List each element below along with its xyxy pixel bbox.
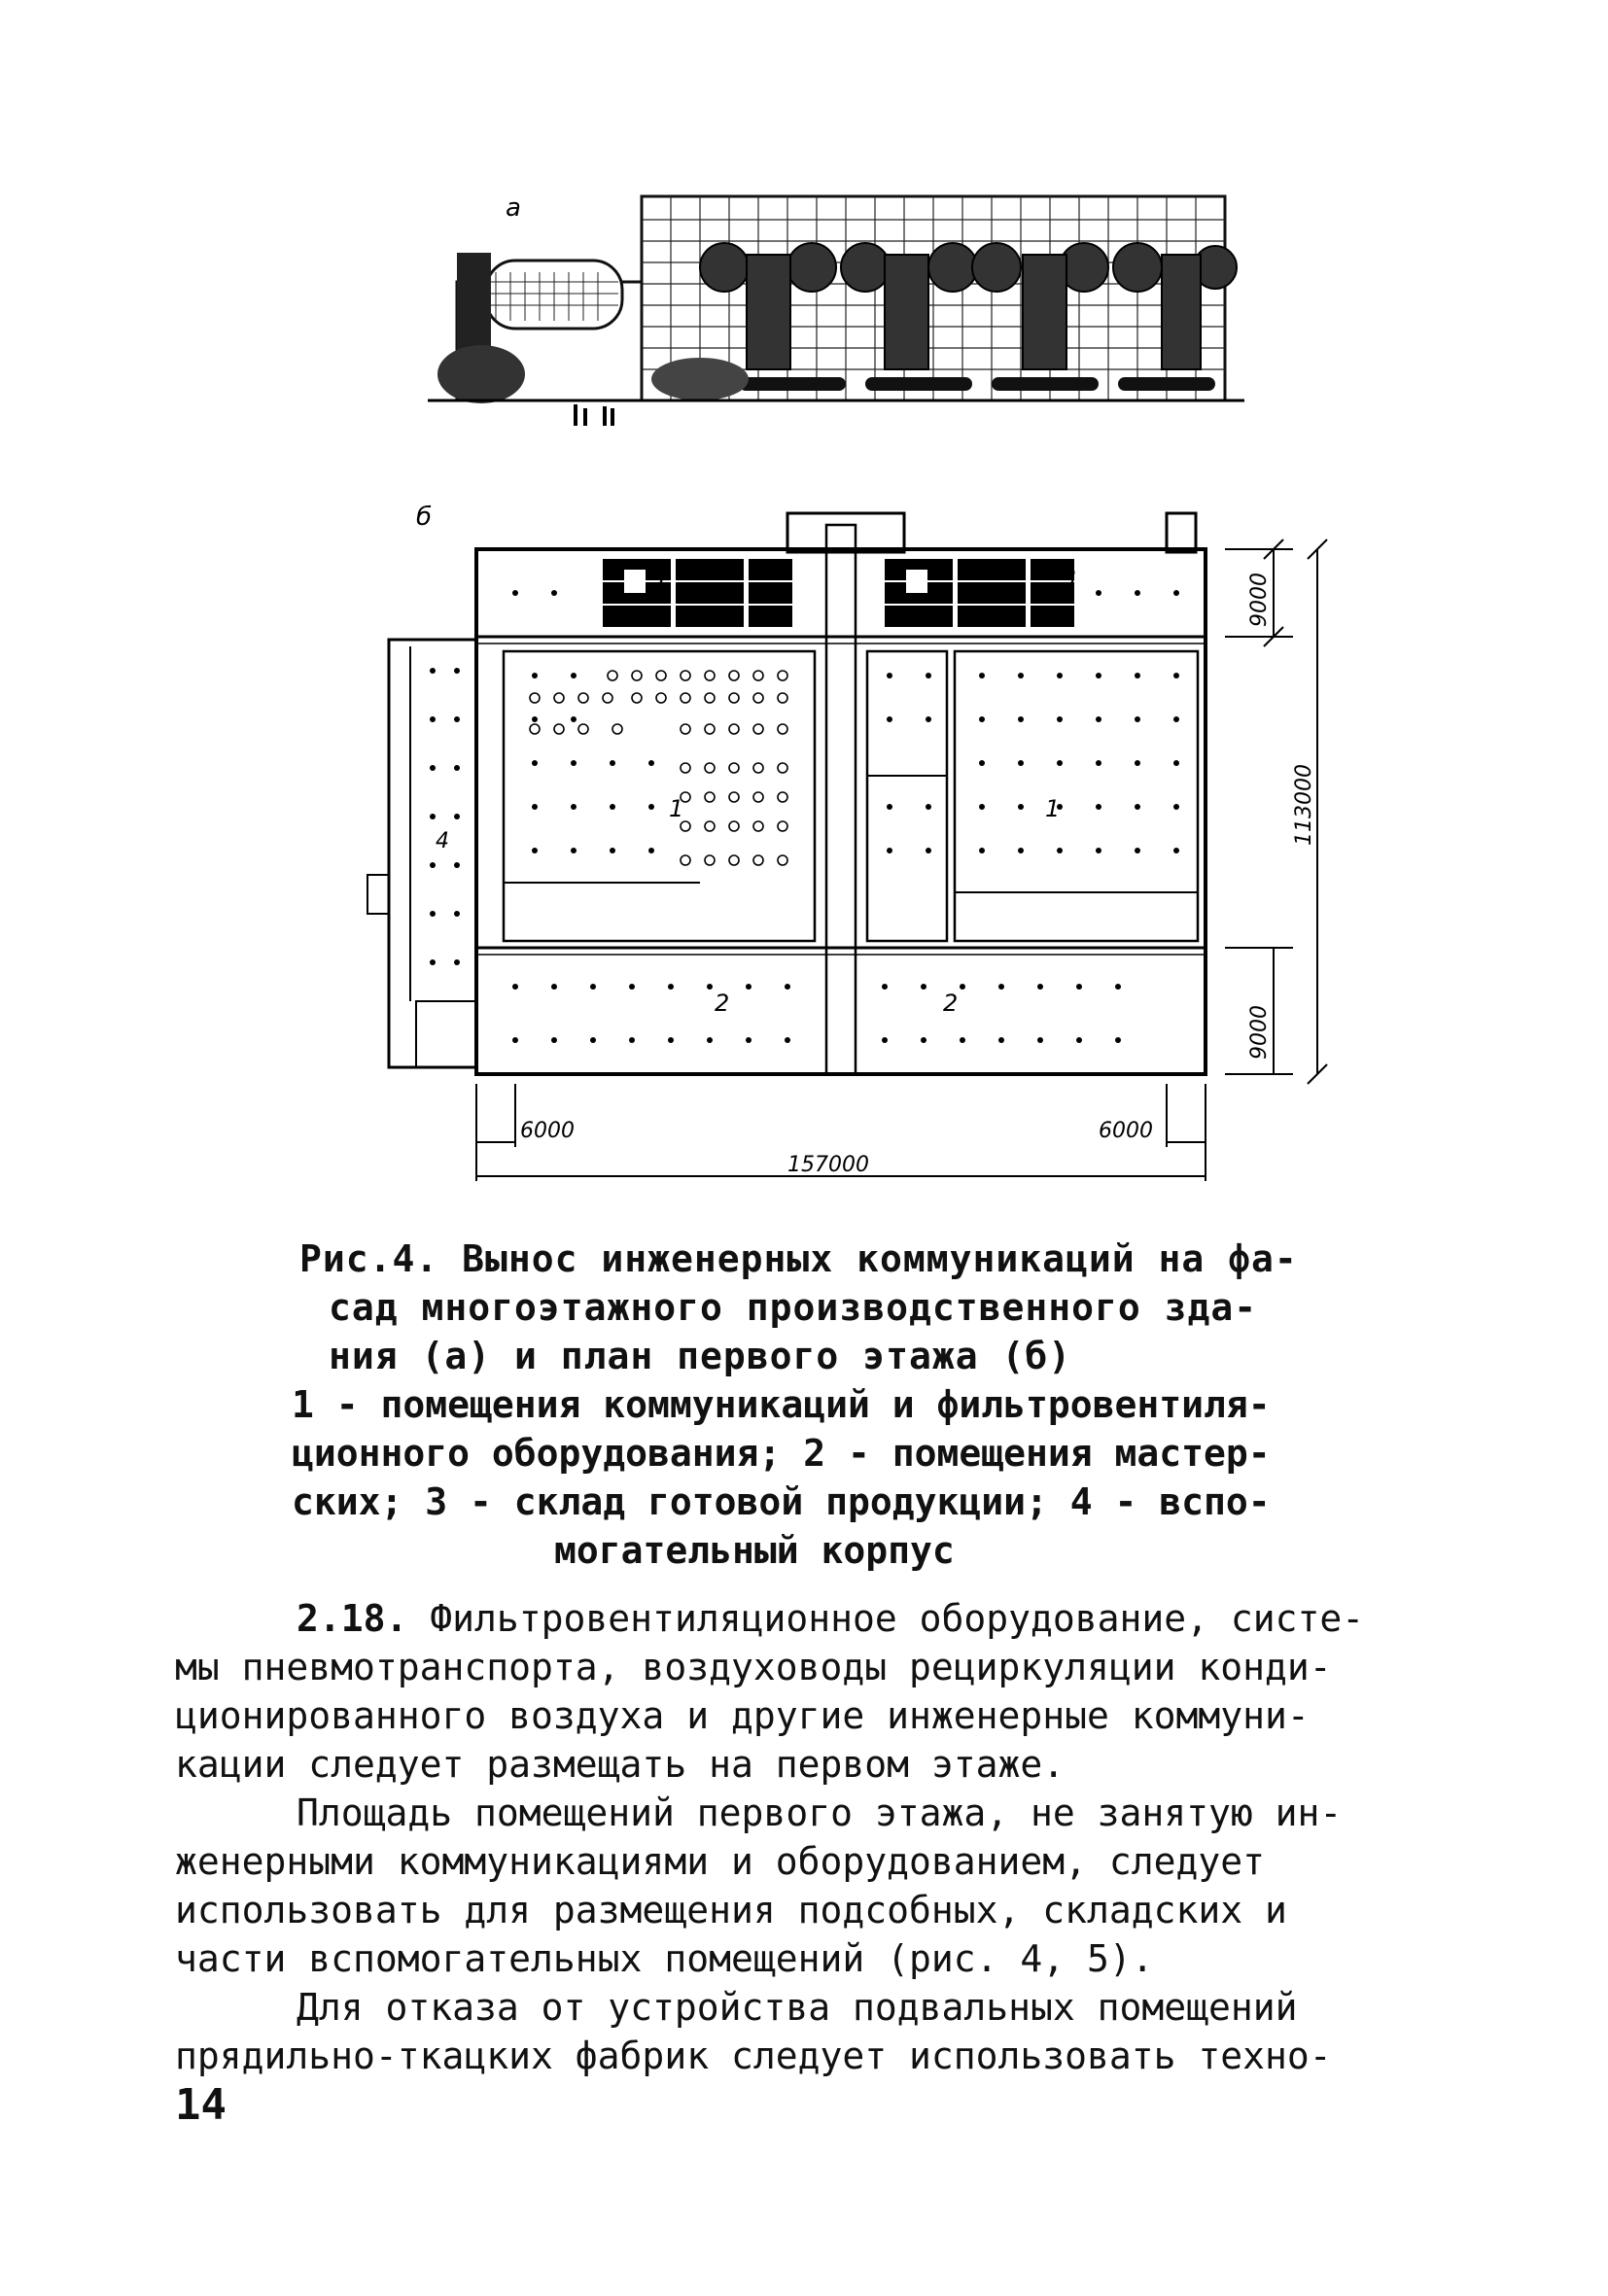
room-label-2-left: 2 [715, 990, 730, 1017]
figure-label-b: б [416, 503, 433, 532]
paragraph-line: использовать для размещения подсобных, складских и [175, 1889, 1287, 1931]
dimension-total-height: 113000 [1292, 764, 1316, 846]
caption-legend-line: могательный корпус [554, 1529, 955, 1572]
facade-drawing [389, 185, 1283, 437]
paragraph-line: женерными коммуникациями и оборудованием, следует [175, 1840, 1266, 1883]
room-label-1-right: 1 [1045, 795, 1061, 822]
room-label-1-left: 1 [669, 795, 684, 822]
dimension-bay-top: 9000 [1247, 573, 1272, 627]
room-label-2-right: 2 [943, 990, 959, 1017]
room-label-3-left: 3 [651, 567, 665, 591]
paragraph-line: части вспомогательных помещений (рис. 4, 5). [175, 1937, 1154, 1980]
room-label-3-right: 3 [1063, 567, 1076, 591]
figure-caption [292, 1235, 1371, 1575]
caption-line: Рис.4. Вынос инженерных коммуникаций на фа- [299, 1237, 1298, 1280]
caption-line: ния (а) и план первого этажа (б) [329, 1335, 1072, 1377]
paragraph-line: ционированного воздуха и другие инженерные коммуни- [175, 1694, 1310, 1737]
paragraph-line: Фильтровентиляционное оборудование, систе- [430, 1597, 1365, 1640]
caption-legend-line: 1 - помещения коммуникаций и фильтровентиля- [292, 1383, 1271, 1426]
paragraph-line: прядильно-ткацких фабрик следует использовать техно- [175, 2035, 1332, 2077]
duct-units [700, 243, 1237, 369]
paragraph-line: Для отказа от устройства подвальных помещений [297, 1986, 1298, 2029]
figure-label-a: а [506, 193, 521, 223]
dimension-left-bay: 6000 [520, 1119, 575, 1143]
room-label-4: 4 [436, 829, 449, 853]
paragraph-line: кации следует размещать на первом этаже. [175, 1743, 1066, 1786]
dimension-bay-bottom: 9000 [1247, 1005, 1272, 1060]
floor-plan-drawing [360, 496, 1332, 1186]
dimension-total-length: 157000 [787, 1153, 869, 1177]
paragraph-line: Площадь помещений первого этажа, не занятую ин- [297, 1792, 1343, 1834]
dimension-right-bay: 6000 [1099, 1119, 1153, 1143]
paragraph-2-18 [175, 1594, 1439, 1643]
caption-legend-line: ских; 3 - склад готовой продукции; 4 - вспо- [292, 1480, 1271, 1523]
body-text [175, 1594, 1439, 2080]
page-number: 14 [175, 2080, 227, 2130]
paragraph-line: мы пневмотранспорта, воздуховоды рециркуляции конди- [175, 1646, 1332, 1688]
caption-legend-line: ционного оборудования; 2 - помещения мастер- [292, 1432, 1271, 1475]
caption-line: сад многоэтажного производственного зда- [329, 1286, 1258, 1329]
clause-number: 2.18. [297, 1597, 408, 1640]
